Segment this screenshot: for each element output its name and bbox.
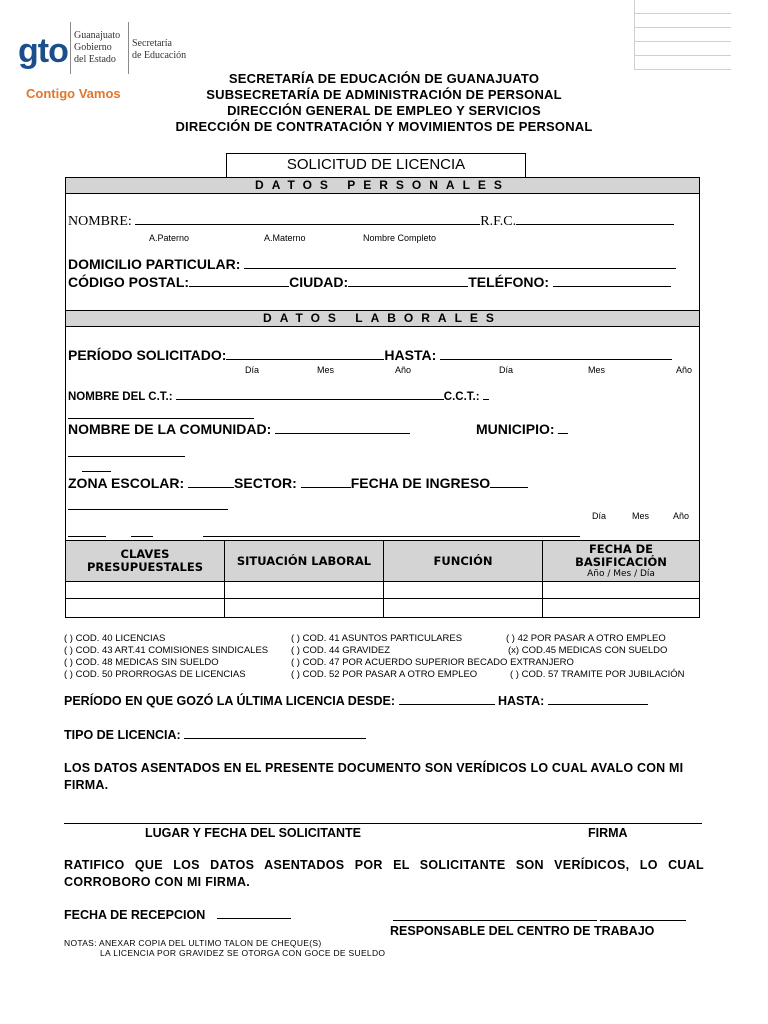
responsable-line-b [600, 920, 686, 921]
cp-field[interactable] [189, 286, 289, 287]
lugar-fecha-label: LUGAR Y FECHA DEL SOLICITANTE [145, 826, 361, 840]
code-45[interactable]: (x) COD.45 MEDICAS CON SUELDO [508, 645, 668, 656]
logo-org-line: Gobierno [74, 42, 112, 53]
logo-divider [70, 22, 71, 74]
periodo-desde-field[interactable] [226, 359, 384, 360]
ruled-lines-decoration [634, 0, 731, 70]
ciudad-field[interactable] [348, 286, 468, 287]
ciudad-label: CIUDAD: [289, 274, 349, 290]
code-48[interactable]: ( ) COD. 48 MEDICAS SIN SUELDO [64, 657, 219, 668]
th-basificacion-sub: Año / Mes / Día [587, 568, 655, 579]
th-basificacion-label: FECHA DE BASIFICACIÓN [575, 541, 667, 569]
domicilio-field[interactable] [244, 268, 676, 269]
nombre-row [68, 214, 674, 230]
dia-1: Día [245, 365, 260, 375]
sub-materno: A.Materno [264, 233, 306, 243]
fecha-recepcion-row [64, 908, 291, 922]
fecha-recepcion-field[interactable] [217, 918, 291, 919]
logo-dept-text [132, 38, 186, 62]
fecha-ingreso-label: FECHA DE INGRESO [350, 475, 491, 491]
nota-1: NOTAS: ANEXAR COPIA DEL ULTIMO TALON DE CHEQUE(S) [64, 938, 322, 948]
ultima-hasta-field[interactable] [548, 704, 648, 705]
ultima-licencia-row [64, 694, 648, 708]
logo-org-line: Guanajuato [74, 30, 121, 41]
cell-situacion-1[interactable] [225, 582, 384, 599]
fecha-line-a [68, 536, 106, 537]
cell-basificacion-2[interactable] [543, 599, 700, 618]
cell-claves-1[interactable] [66, 582, 225, 599]
tipo-licencia-field[interactable] [184, 738, 366, 739]
header-line-2: SUBSECRETARÍA DE ADMINISTRACIÓN DE PERSONAL [206, 87, 562, 102]
th-situacion: SITUACIÓN LABORAL [225, 541, 384, 582]
cp-row [68, 274, 671, 290]
comunidad-label: NOMBRE DE LA COMUNIDAD: [68, 421, 272, 437]
logo-dept-line: de Educación [132, 50, 187, 61]
responsable-label: RESPONSABLE DEL CENTRO DE TRABAJO [390, 924, 655, 938]
nota-2: LA LICENCIA POR GRAVIDEZ SE OTORGA CON GOCE DE SUELDO [100, 948, 386, 958]
rfc-label: R.F.C. [480, 214, 517, 229]
nombre-field[interactable] [135, 224, 480, 225]
telefono-field[interactable] [553, 286, 671, 287]
ultima-hasta-label: HASTA: [498, 694, 545, 708]
personales-block [65, 177, 700, 311]
cell-situacion-2[interactable] [225, 599, 384, 618]
code-41[interactable]: ( ) COD. 41 ASUNTOS PARTICULARES [291, 633, 463, 644]
nombre-ct-row [68, 391, 489, 403]
ultima-desde-field[interactable] [399, 704, 495, 705]
code-50[interactable]: ( ) COD. 50 PRORROGAS DE LICENCIAS [64, 669, 246, 680]
sub-paterno: A.Paterno [149, 233, 190, 243]
mes-3: Mes [632, 511, 650, 521]
nombre-ct-field[interactable] [176, 399, 444, 400]
cell-claves-2[interactable] [66, 599, 225, 618]
mes-2: Mes [588, 365, 606, 375]
anio-3: Año [673, 511, 690, 521]
code-52[interactable]: ( ) COD. 52 POR PASAR A OTRO EMPLEO [291, 669, 478, 680]
notas [64, 938, 385, 958]
dia-2: Día [499, 365, 514, 375]
form-title: SOLICITUD DE LICENCIA [286, 156, 466, 173]
personales-band: DATOS PERSONALES [65, 177, 700, 194]
sub-completo: Nombre Completo [363, 233, 437, 243]
cp-label: CÓDIGO POSTAL: [68, 274, 190, 290]
responsable-line-a [393, 920, 597, 921]
cct-field[interactable] [483, 399, 489, 400]
logo-slogan: Contigo Vamos [26, 86, 121, 101]
domicilio-row [68, 256, 676, 272]
code-42[interactable]: ( ) 42 POR PASAR A OTRO EMPLEO [506, 633, 666, 644]
form-title-box [226, 153, 526, 178]
comunidad-field[interactable] [275, 433, 410, 434]
zona-row [68, 475, 528, 491]
comunidad-overflow-line-2 [82, 471, 111, 472]
cell-basificacion-1[interactable] [543, 582, 700, 599]
fecha-recepcion-label: FECHA DE RECEPCION [64, 908, 206, 922]
cell-funcion-1[interactable] [384, 582, 543, 599]
ultima-licencia-label: PERÍODO EN QUE GOZÓ LA ÚLTIMA LICENCIA DESDE: [64, 694, 396, 708]
municipio-row [476, 421, 568, 437]
municipio-field[interactable] [558, 433, 568, 434]
fecha-ingreso-field[interactable] [490, 487, 528, 488]
code-43[interactable]: ( ) COD. 43 ART.41 COMISIONES SINDICALES [64, 645, 269, 656]
periodo-row [68, 347, 672, 363]
hasta-label: HASTA: [384, 347, 437, 363]
header-line-4: DIRECCIÓN DE CONTRATACIÓN Y MOVIMIENTOS DE PERSONAL [175, 119, 593, 134]
laborales-band: DATOS LABORALES [65, 310, 700, 327]
code-57[interactable]: ( ) COD. 57 TRAMITE POR JUBILACIÓN [510, 669, 685, 680]
anio-2: Año [676, 365, 693, 375]
logo-divider-2 [128, 22, 129, 74]
nombre-ct-overflow-line [68, 418, 254, 419]
header-line-1: SECRETARÍA DE EDUCACIÓN DE GUANAJUATO [228, 71, 540, 86]
mes-1: Mes [317, 365, 335, 375]
th-claves-label: CLAVES PRESUPUESTALES [87, 547, 203, 574]
declaracion: LOS DATOS ASENTADOS EN EL PRESENTE DOCUMENTO SON VERÍDICOS LO CUAL AVALO CON MI FIRMA. [64, 761, 684, 792]
rfc-field[interactable] [516, 224, 674, 225]
periodo-label: PERÍODO SOLICITADO: [68, 347, 227, 363]
cell-funcion-2[interactable] [384, 599, 543, 618]
th-basificacion [543, 541, 700, 582]
code-40[interactable]: ( ) COD. 40 LICENCIAS [64, 633, 166, 644]
sector-label: SECTOR: [234, 475, 297, 491]
municipio-label: MUNICIPIO: [476, 421, 555, 437]
logo-mark: gto [18, 32, 68, 70]
domicilio-label: DOMICILIO PARTICULAR: [68, 256, 241, 272]
tipo-licencia-label: TIPO DE LICENCIA: [64, 728, 181, 742]
th-funcion: FUNCIÓN [384, 541, 543, 582]
firma-label: FIRMA [588, 826, 628, 840]
logo-org-line: del Estado [74, 54, 116, 65]
tipo-licencia-row [64, 728, 366, 742]
code-47[interactable]: ( ) COD. 47 POR ACUERDO SUPERIOR BECADO EXTRANJERO [291, 657, 574, 668]
zona-field[interactable] [188, 487, 234, 488]
header-line-3: DIRECCIÓN GENERAL DE EMPLEO Y SERVICIOS [227, 103, 541, 118]
anio-1: Año [395, 365, 412, 375]
fecha-line-b [131, 536, 153, 537]
fecha-line-c [203, 536, 580, 537]
logo-dept-line: Secretaría [132, 38, 172, 49]
logo-org-text [74, 30, 120, 66]
cct-label: C.C.T.: [443, 391, 480, 403]
code-44[interactable]: ( ) COD. 44 GRAVIDEZ [291, 645, 391, 656]
sector-field[interactable] [301, 487, 351, 488]
th-claves [66, 541, 225, 582]
ratifico: RATIFICO QUE LOS DATOS ASENTADOS POR EL SOLICITANTE SON VERÍDICOS, LO CUAL CORROBORO CON MI FIRMA. [64, 858, 704, 889]
comunidad-row [68, 421, 410, 437]
nombre-label: NOMBRE: [68, 214, 132, 229]
firma-line [64, 823, 702, 824]
zona-overflow-line [68, 509, 228, 510]
comunidad-overflow-line [68, 456, 185, 457]
periodo-hasta-field[interactable] [440, 359, 672, 360]
zona-label: ZONA ESCOLAR: [68, 475, 185, 491]
nombre-ct-label: NOMBRE DEL C.T.: [68, 391, 173, 403]
dia-3: Día [592, 511, 607, 521]
telefono-label: TELÉFONO: [468, 274, 550, 290]
claves-table [65, 540, 700, 618]
